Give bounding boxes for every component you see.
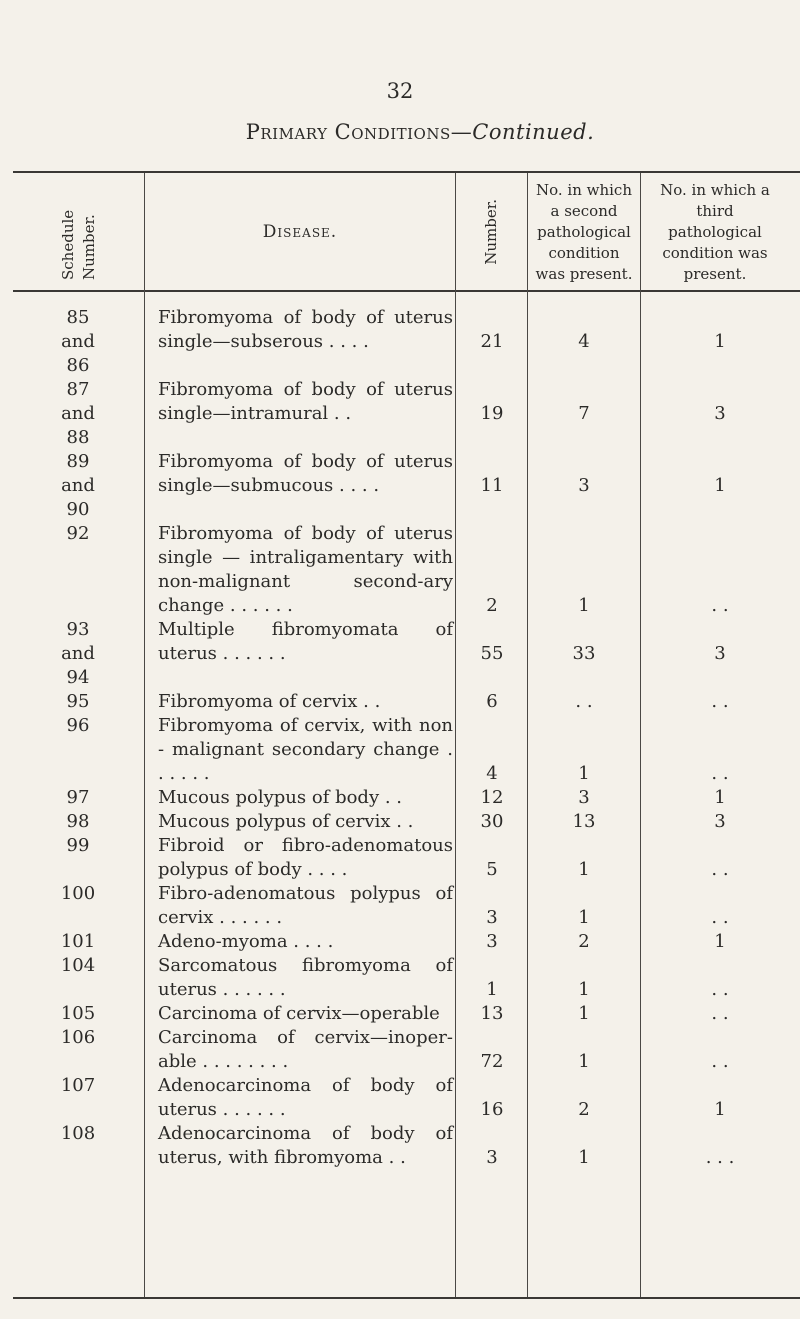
count: 3 [486, 931, 498, 952]
header-disease-label: Disease. [262, 221, 338, 242]
disease-name: Fibroid or fibro-adenomatous polypus of body . . . . [158, 835, 453, 880]
schedule-number: 105 [60, 1003, 96, 1024]
second-condition-count: 1 [578, 979, 590, 1000]
second-condition-count: 3 [578, 475, 590, 496]
third-condition-count: 1 [714, 787, 726, 808]
third-condition-count: . . . [705, 1147, 735, 1168]
count: 19 [480, 403, 504, 424]
disease-name: Adenocarcinoma of body of uterus . . . . . . [158, 1075, 453, 1120]
count: 55 [480, 643, 504, 664]
count: 5 [486, 859, 498, 880]
third-condition-count: . . [711, 1051, 729, 1072]
page-number: 32 [386, 79, 414, 103]
disease-name: Carcinoma of cervix—inoper-able . . . . . . . . [158, 1027, 453, 1072]
disease-name: Fibromyoma of body of uterus single—subserous . . . . [158, 307, 453, 352]
count: 3 [486, 1147, 498, 1168]
count: 4 [486, 763, 498, 784]
header-second-label: No. in which a second pathological condition was present. [535, 180, 633, 283]
schedule-number: 85 and 86 [61, 307, 95, 376]
schedule-number: 106 [60, 1027, 96, 1048]
third-condition-count: . . [711, 859, 729, 880]
count: 16 [480, 1099, 504, 1120]
count: 2 [486, 595, 498, 616]
second-condition-count: 7 [578, 403, 590, 424]
header-second-condition [534, 176, 634, 288]
schedule-number: 98 [66, 811, 90, 832]
disease-name: Adeno-myoma . . . . [158, 931, 334, 952]
title-separator: — [450, 120, 473, 144]
disease-name: Sarcomatous fibromyoma of uterus . . . . . . [158, 955, 453, 1000]
second-condition-count: 1 [578, 1003, 590, 1024]
third-condition-count: . . [711, 979, 729, 1000]
schedule-number: 101 [60, 931, 96, 952]
count: 30 [480, 811, 504, 832]
disease-name: Fibromyoma of body of uterus single—intramural . . [158, 379, 453, 424]
header-rule [13, 290, 800, 292]
third-condition-count: 1 [714, 1099, 726, 1120]
third-condition-count: . . [711, 595, 729, 616]
count: 11 [480, 475, 504, 496]
title-main: Primary Conditions [245, 120, 451, 144]
schedule-number: 93 and 94 [61, 619, 95, 688]
table-bottom-rule [13, 1297, 800, 1299]
disease-name: Fibromyoma of body of uterus single — intraligamentary with non-malignant second-ary change . . . . . . [158, 523, 453, 616]
second-condition-count: 1 [578, 907, 590, 928]
header-third-label: No. in which a third pathological condition was present. [660, 180, 770, 283]
header-disease [145, 176, 455, 288]
schedule-number: 107 [60, 1075, 96, 1096]
second-condition-count: 2 [578, 931, 590, 952]
third-condition-count: . . [711, 1003, 729, 1024]
second-condition-count: 1 [578, 1051, 590, 1072]
schedule-number: 108 [60, 1123, 96, 1144]
header-third-condition [660, 176, 770, 288]
schedule-number: 89 and 90 [61, 451, 95, 520]
count: 1 [486, 979, 498, 1000]
second-condition-count: 1 [578, 595, 590, 616]
disease-name: Fibromyoma of cervix . . [158, 691, 381, 712]
schedule-number: 96 [66, 715, 90, 736]
third-condition-count: 1 [714, 931, 726, 952]
disease-name: Multiple fibromyomata of uterus . . . . . . [158, 619, 453, 664]
second-condition-count: 13 [572, 811, 596, 832]
schedule-number: 92 [66, 523, 90, 544]
third-condition-count: . . [711, 691, 729, 712]
count: 21 [480, 331, 504, 352]
schedule-number: 99 [66, 835, 90, 856]
third-condition-count: 1 [714, 475, 726, 496]
title-continued: Continued. [472, 120, 595, 144]
header-number-label: Number. [482, 198, 500, 265]
third-condition-count: 1 [714, 331, 726, 352]
second-condition-count: 2 [578, 1099, 590, 1120]
header-number [456, 173, 527, 290]
second-condition-count: 33 [572, 643, 596, 664]
second-condition-count: 1 [578, 1147, 590, 1168]
second-condition-count: . . [575, 691, 593, 712]
column-divider [144, 173, 145, 1297]
disease-name: Mucous polypus of body . . [158, 787, 403, 808]
disease-name: Carcinoma of cervix—operable [158, 1003, 440, 1024]
schedule-number: 87 and 88 [61, 379, 95, 448]
count: 6 [486, 691, 498, 712]
disease-name: Adenocarcinoma of body of uterus, with fibromyoma . . [158, 1123, 453, 1168]
count: 72 [480, 1051, 504, 1072]
disease-name: Fibromyoma of body of uterus single—submucous . . . . [158, 451, 453, 496]
schedule-number: 104 [60, 955, 96, 976]
disease-name: Fibromyoma of cervix, with non - malignant secondary change . . . . . . [158, 715, 453, 784]
page-title [0, 120, 800, 144]
second-condition-count: 3 [578, 787, 590, 808]
count: 12 [480, 787, 504, 808]
second-condition-count: 1 [578, 859, 590, 880]
disease-name: Mucous polypus of cervix . . [158, 811, 414, 832]
third-condition-count: 3 [714, 811, 726, 832]
count: 3 [486, 907, 498, 928]
disease-name: Fibro-adenomatous polypus of cervix . . . . . . [158, 883, 453, 928]
header-schedule-number [13, 173, 144, 290]
schedule-number: 97 [66, 787, 90, 808]
third-condition-count: . . [711, 907, 729, 928]
third-condition-count: 3 [714, 403, 726, 424]
schedule-number: 95 [66, 691, 90, 712]
third-condition-count: 3 [714, 643, 726, 664]
count: 13 [480, 1003, 504, 1024]
second-condition-count: 1 [578, 763, 590, 784]
third-condition-count: . . [711, 763, 729, 784]
schedule-number: 100 [60, 883, 96, 904]
header-schedule-label: Schedule Number. [58, 209, 98, 280]
second-condition-count: 4 [578, 331, 590, 352]
